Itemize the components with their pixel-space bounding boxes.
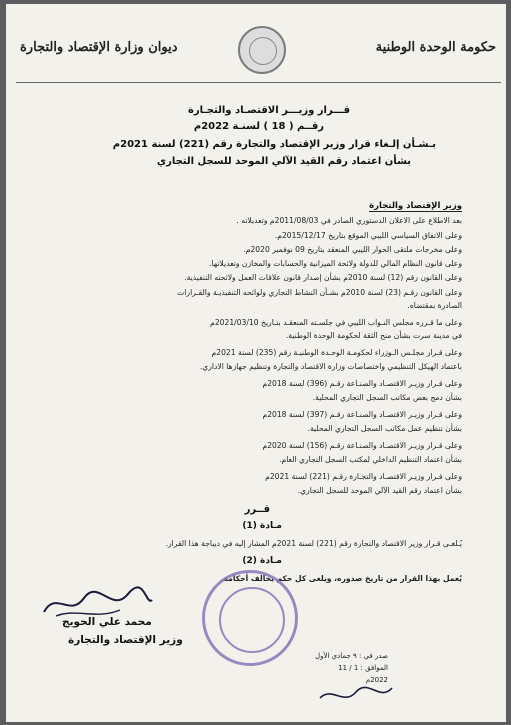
preamble-line: وعلى الاتفاق السياسي الليبي الموقع بتاريخ 2015/12/17م. — [274, 231, 462, 240]
decree-title: قـــرار وزيـــر الاقتصـاد والتجـارة — [187, 105, 350, 116]
preamble-line: بشأن اعتماد التنظيم الداخلي لمكتب السجل التجاري العام. — [279, 455, 462, 464]
official-stamp-icon — [202, 570, 298, 666]
minister-heading: وزير الإقتصاد والتجارة — [369, 201, 462, 211]
article-1-heading: مـادة (1) — [242, 521, 282, 531]
decree-number: رقــم ( 18 ) لسنـة 2022م — [193, 121, 324, 132]
preamble-line: في مدينة سرت بشأن منح الثقة لحكومة الوحدة الوطنية. — [285, 331, 462, 340]
article-1-text: يُـلغـى قـرار وزير الاقتصاد والتجارة رقم (221) لسنة 2021م المشار إليه في ديباجة هذا القرار. — [165, 539, 462, 548]
year-note: 2022م — [365, 676, 388, 684]
preamble-line: باعتماد الهيكل التنظيمي واختصاصات وزارة الاقتصاد والتجارة وتنظيم جهازها الاداري. — [199, 362, 462, 371]
decree-subject: بـشـأن إلـغاء قرار وزير الإقتصاد والتجارة رقم (221) لسنة 2021م — [112, 139, 436, 150]
preamble-line: وعلى قـرار وزيـر الاقتصـاد والصنـاعة رقـم (396) لسنة 2018م — [262, 379, 462, 388]
preamble-line: وعلى قـرار وزيـر الاقتصـاد والصنـاعة رقـم (397) لسنة 2018م — [262, 410, 462, 419]
preamble-line: وعلى القانون رقم (12) لسنة 2010م بشأن إصدار قانون علاقات العمل ولائحته التنفيذية. — [184, 273, 462, 282]
preamble-line: وعلى القانون رقـم (23) لسنة 2010م بشـأن النشاط التجاري ولوائحه التنفيذيـة والقـرارات — [177, 288, 462, 297]
header-divider — [16, 82, 501, 83]
document-page — [6, 4, 506, 722]
preamble-line: وعلى قانون النظام المالي للدولة ولائحة الميزانية والحسابات والمخازن وتعديلاتها. — [209, 259, 462, 268]
signatory-name: محمد علي الحويج — [62, 616, 152, 628]
decides-heading: قــرر — [244, 504, 270, 515]
issued-date-note: صدر في : ٩ جمادي الأول — [315, 652, 388, 660]
initials-signature-icon — [316, 680, 396, 710]
preamble-line: وعلى قـرار وزيـر الاقتصـاد والتجـارة رقـم (221) لسنة 2021م — [265, 472, 462, 481]
gregorian-date-note: الموافق : 1 / 11 — [338, 664, 388, 672]
state-emblem-icon — [238, 26, 286, 74]
preamble-line: وعلى قـرار وزيـر الاقتصـاد والصنـاعة رقـم (156) لسنة 2020م — [262, 441, 462, 450]
ministry-office-name: ديوان وزارة الإقتصاد والتجارة — [20, 40, 178, 55]
article-2-text: يُعمل بهذا القرار من تاريخ صدوره، ويلغى كل حكم يخالف أحكامه. — [220, 574, 462, 583]
preamble-line: وعلى ما قـرره مجلس النـواب الليبي في جلسـته المنعقـد بتـاريخ 2021/03/10م — [210, 318, 462, 327]
preamble-line: بشأن اعتماد رقم القيد الآلي الموحد للسجل التجاري. — [297, 486, 462, 495]
decree-subject-detail: بشأن اعتماد رقم القيد الآلي الموحد للسجل التجاري — [156, 156, 411, 167]
preamble-line: وعلى قـرار مجلـس الـوزراء لحكومـة الوحـدة الوطنيـة رقم (235) لسنة 2021م — [211, 348, 462, 357]
article-2-heading: مـادة (2) — [242, 556, 282, 566]
preamble-line: وعلى مخرجات ملتقى الحوار الليبي المنعقد بتاريخ 09 نوفمبر 2020م. — [243, 245, 462, 254]
preamble-line: بشأن دمج بعض مكاتب السجل التجاري المحلية. — [312, 393, 462, 402]
government-name: حكومة الوحدة الوطنية — [375, 40, 496, 55]
preamble-line: بعد الاطلاع على الاعلان الدستوري الصادر في 2011/08/03م وتعديلاته . — [236, 216, 462, 225]
preamble-line: الصادرة بمقتضاه. — [407, 301, 462, 310]
signatory-title: وزير الإقتصاد والتجارة — [68, 634, 183, 646]
preamble-line: بشأن تنظيم عمل مكاتب السجل التجاري المحلية. — [307, 424, 462, 433]
